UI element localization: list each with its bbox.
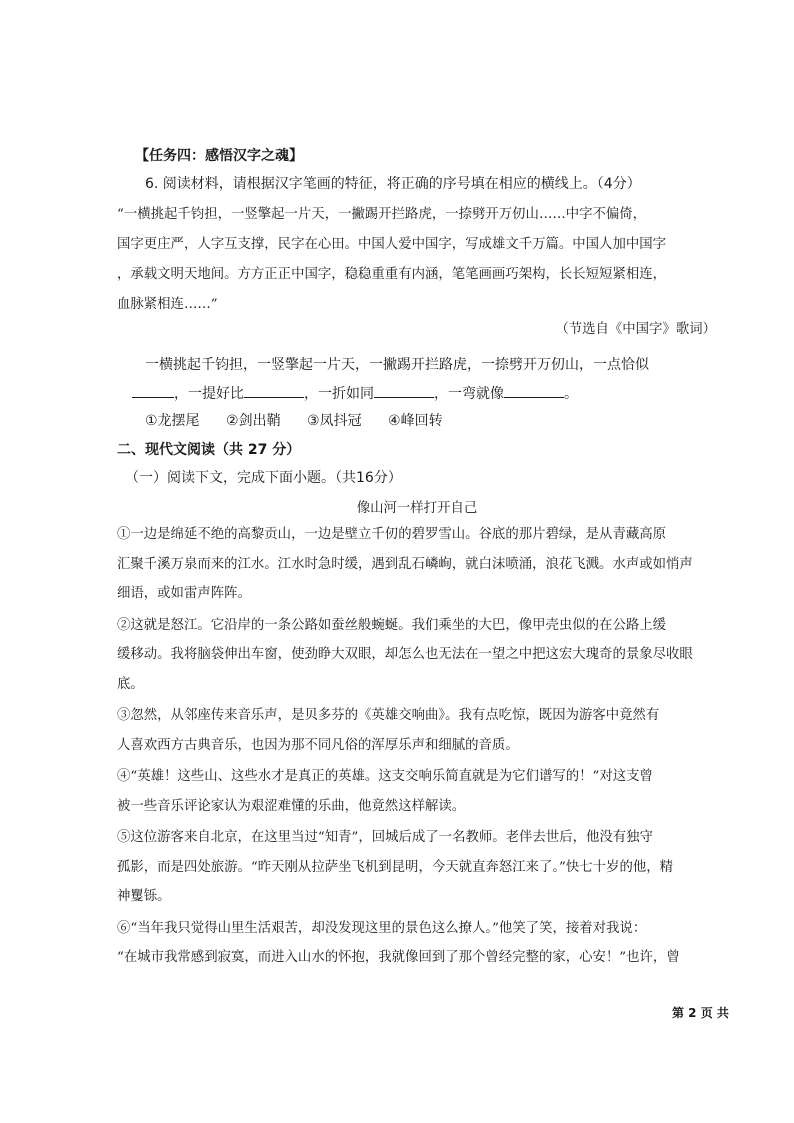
option-3: ③凤抖冠: [307, 413, 362, 429]
paragraph-6: ⑥“当年我只觉得山里生活艰苦，却没发现这里的景色这么撩人。”他笑了笑，接着对我说： “在城市我常感到寂寞，而进入山水的怀抱，我就像回到了那个曾经完整的家，心安！”也许，曾: [117, 920, 680, 965]
paragraph-1: ①一边是绵延不绝的高黎贡山，一边是壁立千仞的碧罗雪山。谷底的那片碧绿，是从青藏高原 汇聚千溪万泉而来的江水。江水时急时缓，遇到乱石嶙峋，就白沫喷涌，浪花飞溅。水声或如悄声 细语，或如雷声阵阵。: [117, 527, 693, 601]
paragraph-5: ⑤这位游客来自北京，在这里当过“知青”，回城后成了一名教师。老伴去世后，他没有独守 孤影，而是四处旅游。“昨天刚从拉萨坐飞机到昆明，今天就直奔怒江来了。”快七十岁的他，精 神矍铄。: [117, 830, 674, 904]
quote-line: “一横挑起千钧担，一竖擎起一片天，一撇踢开拦路虎，一捺劈开万仞山……中字不偏倚，: [117, 207, 647, 222]
task-heading: 【任务四：感悟汉字之魂】: [135, 148, 303, 164]
quote-source: （节选自《中国字》歌词）: [555, 322, 716, 337]
answer-blank-dot[interactable]: [132, 382, 174, 398]
paragraph-4: ④“英雄！这些山、这些水才是真正的英雄。这支交响乐简直就是为它们谱写的！”对这支曾 被一些音乐评论家认为艰涩难懂的乐曲，他竟然这样解读。: [117, 769, 653, 814]
article-body: [117, 520, 717, 973]
option-4: ④峰回转: [388, 413, 443, 429]
quote-line: 血脉紧相连……”: [117, 297, 218, 312]
page-number: 第 2 页 共: [672, 1006, 729, 1020]
section-2-heading: 二、现代文阅读（共 27 分）: [117, 442, 301, 458]
question-6: 6. 阅读材料，请根据汉字笔画的特征，将正确的序号填在相应的横线上。（4分）: [145, 176, 641, 192]
answer-blank-bend[interactable]: [504, 382, 564, 398]
option-2: ②剑出鞘: [226, 413, 281, 429]
article-title: 像山河一样打开自己: [356, 501, 478, 516]
paragraph-3: ③忽然，从邻座传来音乐声，是贝多芬的《英雄交响曲》。我有点吃惊，既因为游客中竟然有 人喜欢西方古典音乐，也因为那不同凡俗的浑厚乐声和细腻的音质。: [117, 708, 660, 753]
song-quote: [117, 200, 717, 320]
options-row: [145, 410, 465, 430]
fill-line-2: ，一提好比 ，一折如同 ，一弯就像 。: [132, 382, 578, 403]
quote-line: ，承载文明天地间。方方正正中国字，稳稳重重有内涵，笔笔画画巧架构，长长短短紧相连，: [117, 267, 667, 282]
fill-line-1: 一横挑起千钧担，一竖擎起一片天，一撇踢开拦路虎，一捺劈开万仞山，一点恰似: [145, 357, 649, 373]
answer-blank-lift[interactable]: [244, 382, 304, 398]
option-1: ①龙摆尾: [145, 413, 200, 429]
paragraph-2: ②这就是怒江。它沿岸的一条公路如蚕丝般蜿蜒。我们乘坐的大巴，像甲壳虫似的在公路上缓 缓移动。我将脑袋伸出车窗，使劲睁大双眼，却怎么也无法在一望之中把这宏大瑰奇的景象尽收眼 底。: [117, 617, 693, 692]
section-2-sub: （一）阅读下文，完成下面小题。（共16分）: [125, 470, 402, 486]
answer-blank-fold[interactable]: [374, 382, 434, 398]
quote-line: 国字更庄严，人字互支撑，民字在心田。中国人爱中国字，写成雄文千万篇。中国人加中国字: [117, 237, 667, 252]
